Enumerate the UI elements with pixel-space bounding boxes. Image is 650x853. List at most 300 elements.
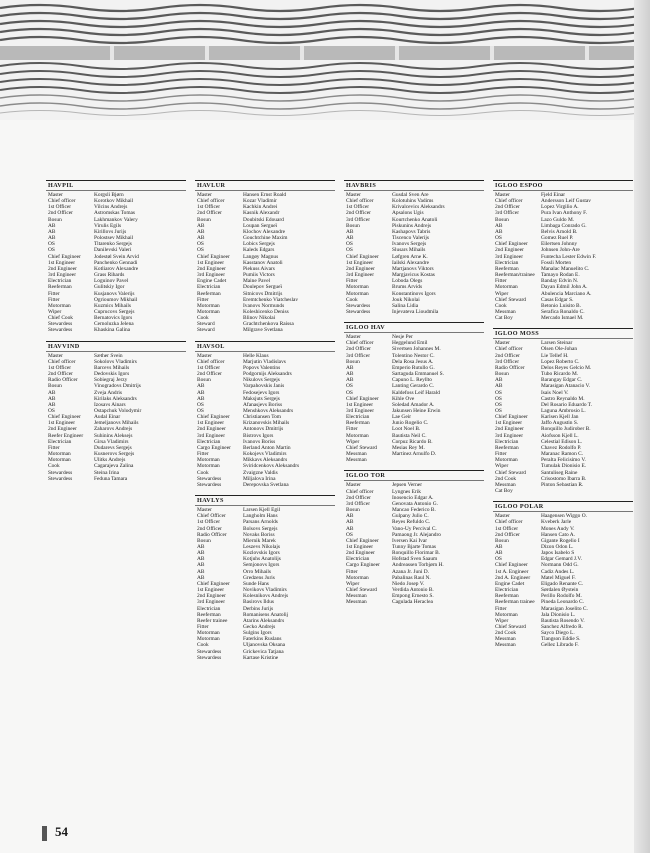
ship-crew-list: [344, 470, 484, 605]
crew-name: Dudarevs Sergejs: [94, 444, 132, 451]
crew-name: Berland Anton Martin: [243, 444, 291, 451]
crew-role: Chief Engineer: [197, 580, 230, 587]
crew-role: OS: [495, 235, 502, 242]
ship-name-heading: HAVLUR: [195, 180, 335, 191]
crew-role: OS: [48, 241, 55, 248]
crew-role: Chief Engineer: [48, 414, 81, 421]
crew-name: Matel Miguel F.: [541, 574, 576, 581]
crew-role: Reeferman: [197, 290, 221, 297]
crew-name: Ronquillo Judirober B.: [541, 426, 591, 433]
crew-role: AB: [346, 371, 354, 378]
crew-role: AB: [495, 377, 503, 384]
crew-name: Chavez Rodolfo P.: [541, 444, 582, 451]
ship-crew-list: [46, 341, 186, 482]
crew-name: Nikulovs Sergejs: [243, 377, 280, 384]
crew-name: Kirillovs Jurijs: [94, 228, 127, 235]
crew-name: Novikovs Vladimirs: [243, 587, 287, 594]
crew-role: OS: [197, 241, 204, 248]
crew-name: Derepovska Svetlana: [243, 481, 289, 488]
crew-name: Løfgren Arne K.: [392, 253, 428, 260]
crew-role: AB: [197, 543, 205, 550]
crew-name: Ivanovs Normunds: [243, 302, 285, 309]
crew-role: 2nd Officer: [495, 352, 520, 359]
crew-role: 3rd Officer: [346, 216, 370, 223]
crew-name: Kozar Vladimir: [243, 198, 277, 205]
crew-role: AB: [346, 377, 354, 384]
crew-role: OS: [495, 556, 502, 563]
crew-role: Chief Officer: [197, 513, 226, 520]
crew-role: Chief Steward: [495, 624, 526, 630]
crew-role: Cook: [495, 302, 507, 309]
crew-role: Chief officer: [197, 198, 225, 205]
crew-name: Lae Geir: [392, 414, 412, 421]
page-binding-edge: [634, 0, 650, 853]
crew-role: 2nd Officer: [495, 204, 520, 211]
crew-name: Heggelund Emil: [392, 340, 428, 347]
crew-name: Kachkin Andrei: [243, 204, 278, 211]
crew-name: Isais Noel V.: [541, 389, 569, 396]
crew-name: Danilevski Valeri: [94, 247, 132, 254]
crew-name: Andreassen Torbjørn H.: [392, 562, 444, 569]
crew-role: AB: [495, 550, 503, 557]
crew-role: 3rd Engineer: [346, 272, 374, 279]
ship-crew-list: [195, 341, 335, 488]
crew-name: Grickevica Tatjana: [243, 648, 284, 655]
crew-name: Peralta Felicisimo V.: [541, 457, 586, 464]
crew-name: Lakhmankov Valery: [94, 216, 138, 223]
crew-name: Milgrave Svetlana: [243, 327, 283, 334]
crew-role: Fitter: [197, 451, 209, 458]
crew-name: Vinogradovs Dmitrijs: [94, 383, 141, 390]
crew-role: AB: [197, 389, 205, 396]
crew-role: Motorman: [48, 457, 71, 464]
crew-role: Stewardess: [197, 648, 222, 655]
crew-role: Fitter: [495, 605, 507, 612]
crew-role: Motorman: [346, 574, 369, 581]
crew-name: Gulitskiy Igor: [94, 284, 125, 291]
crew-name: Kirilaks Aleksandrs: [94, 395, 137, 402]
crew-name: Jala Dionisio L.: [541, 611, 576, 618]
crew-role: Messman: [495, 636, 516, 643]
crew-role: Motorman: [495, 284, 518, 291]
crew-name: Cagulada Heraclea: [392, 599, 433, 606]
crew-role: Bosun: [495, 371, 509, 378]
crew-role: Cargo Engineer: [197, 444, 231, 451]
crew-name: Gusdal Sven Are: [392, 192, 429, 198]
crew-name: Sobiegraj Jerzy: [94, 377, 128, 384]
crew-name: Empong Ernesto S.: [392, 593, 434, 600]
ship-name-heading: HAVBRIS: [344, 180, 484, 191]
crew-role: 2nd Engineer: [48, 265, 77, 272]
crew-name: Miernik Marek: [243, 537, 276, 544]
crew-name: Barangay Edgar C.: [541, 377, 583, 384]
ship-crew-list: [195, 180, 335, 334]
crew-role: Bosun: [346, 507, 360, 514]
ship-crew-list: [195, 495, 335, 661]
crew-table: [344, 334, 484, 463]
crew-role: 2nd Engineer: [197, 593, 226, 600]
crew-name: Jepsen Verner: [392, 482, 422, 489]
crew-name: Gecko Andrejs: [243, 624, 276, 630]
crew-name: [541, 488, 633, 494]
crew-name: Titarenko Sergejs: [94, 241, 132, 248]
crew-role: Electrician: [197, 605, 221, 612]
crew-name: Olsen Ole-Johan: [541, 346, 578, 353]
crew-name: Loupan Sergueï: [243, 222, 278, 229]
crew-name: Izosavs Ainars: [94, 401, 126, 408]
crew-name: Celestial Edison L.: [541, 438, 583, 445]
crew-role: Bosun: [495, 537, 509, 544]
crew-name: Vilcins Andrejs: [94, 204, 128, 211]
crew-role: Messman: [495, 642, 516, 649]
crew-name: Corpuz Ricardo B.: [392, 438, 433, 445]
crew-role: Fitter: [346, 568, 358, 575]
crew-role: Cook: [197, 642, 209, 649]
crew-name: Cuprucovs Sergejs: [94, 308, 135, 315]
crew-role: OS: [346, 531, 353, 538]
crew-name: Sulgins Igors: [243, 630, 272, 637]
crew-role: Bosun: [48, 383, 62, 390]
ship-crew-list: [46, 180, 186, 334]
crew-role: Electrician: [495, 438, 519, 445]
crew-name: Helle Klaus: [243, 352, 269, 359]
crew-role: 1st Officer: [197, 204, 221, 211]
crew-name: Tiscenco Valerijs: [392, 235, 429, 242]
crew-role: Chief Engineer: [495, 562, 528, 569]
crew-name: Emperio Rutullo G.: [392, 364, 435, 371]
ship-name-heading: IGLOO ESPOO: [493, 180, 633, 191]
crew-role: Electrician: [495, 587, 519, 594]
crew-name: Crisostomo Ibarra B.: [541, 475, 587, 482]
column-3: [344, 180, 484, 613]
ship-name-heading: IGLOO TOR: [344, 470, 484, 481]
crew-name: Pamaong Jr. Alejandro: [392, 531, 441, 538]
crew-role: AB: [197, 574, 205, 581]
crew-role: 2nd Cook: [495, 630, 517, 637]
crew-role: OS: [197, 401, 204, 408]
crew-role: 2nd Engineer: [197, 426, 226, 433]
ship-name-heading: IGLOO POLAR: [493, 501, 633, 512]
crew-name: Marjutin Vladislavs: [243, 358, 286, 365]
crew-role: Chief officer: [495, 519, 523, 526]
crew-role: Electrician: [346, 414, 370, 421]
crew-row: [46, 327, 186, 333]
crew-name: Sartaguda Emmanuel S.: [392, 371, 444, 378]
crew-role: Bosun: [197, 216, 211, 223]
crew-role: Master: [495, 192, 510, 198]
crew-name: Piskunins Andrejs: [392, 222, 432, 229]
crew-role: Fitter: [495, 451, 507, 458]
crew-role: OS: [197, 408, 204, 414]
crew-name: Semjonovs Igors: [243, 562, 280, 569]
crew-role: Electrician: [197, 438, 221, 445]
crew-name: Inosencio Edgar A.: [392, 494, 434, 501]
crew-role: OS: [346, 389, 353, 396]
crew-name: Faterkins Ruslans: [243, 636, 282, 643]
crew-role: Motorman: [346, 290, 369, 297]
crew-name: Antonovs Dmitrijs: [243, 426, 284, 433]
crew-role: Master: [197, 192, 212, 198]
ship-name-heading: IGLOO HAV: [344, 322, 484, 333]
crew-name: Audal Einar: [94, 414, 121, 421]
crew-name: Blinov Nikolai: [243, 315, 276, 322]
crew-name: [392, 457, 484, 463]
crew-role: Reeferman: [495, 593, 519, 600]
crew-role: Chief Steward: [495, 296, 526, 303]
crew-name: Casas Edgar S.: [541, 296, 574, 303]
page-footer: [30, 823, 70, 843]
crew-name: Kaldefoss Leif Harald: [392, 389, 440, 396]
crew-name: Tolentino Nestor C.: [392, 352, 435, 359]
crew-name: Pumiis Victors: [243, 272, 275, 279]
crew-name: Dayan Edmil John A.: [541, 284, 588, 291]
crew-role: 2nd Engineer: [197, 265, 226, 272]
crew-role: Chief officer: [197, 358, 225, 365]
crew-name: Uljanovska Oksana: [243, 642, 286, 649]
crew-role: 1st Officer: [197, 519, 221, 526]
crew-name: Jaffo Augustin S.: [541, 420, 579, 427]
crew-name: Tunny Bjarte Tomas: [392, 543, 436, 550]
crew-role: 2nd Engineer: [495, 247, 524, 254]
crew-name: Lazo Guldo M.: [541, 216, 575, 223]
crew-role: AB: [346, 364, 354, 371]
crew-role: OS: [197, 247, 204, 254]
crew-role: OS: [346, 241, 353, 248]
crew-name: Banday Edvin N.: [541, 278, 579, 285]
crew-name: Andersson Leif Gustav: [541, 198, 592, 205]
crew-role: 2nd A. Engineer: [495, 574, 531, 581]
crew-name: Pura Ivan Anthony F.: [541, 210, 587, 217]
crew-role: Wiper: [346, 438, 360, 445]
crew-name: Derbins Jurijs: [243, 605, 274, 612]
crew-name: Injevateva Lioudmila: [392, 308, 439, 315]
ship-name-heading: HAVVIND: [46, 341, 186, 352]
crew-name: Kolotuhins Vadims: [392, 198, 434, 205]
crew-name: Fossli Morten: [541, 259, 572, 266]
crew-name: Novaks Boriss: [243, 531, 275, 538]
crew-name: Krizanovskis Mihails: [243, 420, 290, 427]
crew-role: Cook: [346, 296, 358, 303]
crew-role: 1st Engineer: [346, 259, 374, 266]
crew-role: 3rd Officer: [495, 210, 519, 217]
crew-name: Slusars Mihails: [392, 247, 426, 254]
crew-name: Ivanovs Boriss: [243, 438, 276, 445]
ship-crew-list: [344, 322, 484, 463]
crew-name: Gulpany Julio C.: [392, 513, 429, 520]
crew-role: Master: [346, 482, 361, 489]
crew-name: Mikkavs Aleksandrs: [243, 457, 288, 464]
crew-name: Zaharovs Andrejs: [94, 426, 133, 433]
crew-name: Virulis Egils: [94, 222, 122, 229]
crew-role: 2nd Officer: [197, 210, 222, 217]
crew-name: Polostsev Mikhail: [94, 235, 134, 242]
crew-name: Kartase Kristine: [243, 654, 279, 661]
crew-name: Dela Rosa Jesus A.: [392, 358, 434, 365]
crew-name: Atarins Aleksandrs: [243, 617, 285, 624]
crew-role: Motorman: [197, 308, 220, 315]
crew-name: Loguinov Pavel: [94, 278, 129, 285]
crew-name: Karlsen Kjell Jan: [541, 414, 579, 421]
crew-role: Radio Officer: [197, 531, 227, 538]
crew-name: Zveja Andris: [94, 389, 122, 396]
crew-name: Lie Tellef H.: [541, 352, 569, 359]
crew-role: OS: [346, 247, 353, 254]
crew-role: OS: [48, 247, 55, 254]
crew-name: Tubo Ricardo M.: [541, 371, 579, 378]
crew-name: Tumulak Dionisio E.: [541, 463, 587, 470]
crew-name: Gouchtchine Maxim: [243, 235, 288, 242]
crew-role: Reeferman/trainee: [495, 272, 535, 279]
crew-name: Pineda Leonardo C.: [541, 599, 584, 606]
crew-role: Messman: [346, 599, 367, 606]
crew-role: Bosun: [346, 358, 360, 365]
crew-name: Klochov Alexandre: [243, 228, 286, 235]
crew-name: Ivanovs Sergejs: [392, 241, 427, 248]
crew-role: Chief Engineer: [495, 414, 528, 421]
crew-role: 1st Officer: [48, 364, 72, 371]
crew-role: 1st Engineer: [495, 420, 523, 427]
crew-role: AB: [197, 556, 205, 563]
crew-role: 3rd Engineer: [197, 272, 225, 279]
crew-role: 3rd Engineer: [495, 432, 523, 439]
crew-role: Fitter: [346, 278, 358, 285]
crew-role: Reefer Engineer: [48, 432, 84, 439]
crew-name: Lopez Virgilio A.: [541, 204, 579, 211]
crew-role: 1st Officer: [346, 204, 370, 211]
crew-name: Pabalinas Raul N.: [392, 574, 431, 581]
crew-name: Jakunsen Heine Erwin: [392, 408, 441, 414]
crew-name: Podgornijs Aleksandrs: [243, 371, 292, 378]
crew-role: Messman: [495, 308, 516, 315]
crew-role: Radio Officer: [495, 364, 525, 371]
crew-role: 3rd Engineer: [48, 272, 76, 279]
ship-crew-list: [493, 501, 633, 648]
crew-name: Langholm Hans: [243, 513, 278, 520]
crew-name: Kotjuhs Anatolijs: [243, 556, 281, 563]
crew-name: Feduna Tamara: [94, 475, 128, 482]
crew-role: Cargo Engineer: [346, 562, 380, 569]
crew-name: Krivalcevics Aleksandrs: [392, 204, 445, 211]
crew-name: Cernoluzka Jelena: [94, 321, 134, 328]
crew-role: Reeferman: [197, 611, 221, 618]
crew-name: Lyngnes Erik: [392, 488, 421, 495]
crew-role: Motorman: [197, 457, 220, 464]
crew-name: Girsa Vladimirs: [94, 438, 129, 445]
crew-name: Apsalons Ugis: [392, 210, 424, 217]
crew-name: Sviridcenkovs Aleksandrs: [243, 463, 300, 470]
crew-role: Stewardess: [48, 469, 73, 476]
ship-name-heading: HAVLYS: [195, 495, 335, 506]
crew-name: Marasigan Joselito C.: [541, 605, 588, 612]
crew-role: 1st Engineer: [197, 420, 225, 427]
crew-name: Laguna Ambrosio L.: [541, 408, 586, 414]
crew-name: Lobics Sergejs: [243, 241, 275, 248]
crew-role: Stewardess: [48, 321, 73, 328]
crew-role: Master: [346, 192, 361, 198]
crew-name: Langøy Magnus: [243, 253, 279, 260]
crew-name: Sitnicovs Dmitrijs: [243, 290, 283, 297]
crew-name: Kasstanov Anatoli: [243, 259, 283, 266]
crew-name: Soledad Amador A.: [392, 401, 435, 408]
crew-table: [493, 192, 633, 321]
crew-role: Chief Engineer: [346, 395, 379, 402]
crew-name: Grachtchenkova Raissa: [243, 321, 294, 328]
crew-role: AB: [495, 222, 503, 229]
crew-name: Hansen Cato A.: [541, 531, 575, 538]
ship-name-heading: HAVPIL: [46, 180, 186, 191]
crew-role: AB: [197, 568, 205, 575]
crew-name: Sørdalen Øystein: [541, 587, 579, 594]
crew-name: Sæther Svein: [94, 352, 123, 359]
crew-name: Tamayo Rodan E.: [541, 272, 580, 279]
crew-role: AB: [197, 228, 205, 235]
crew-name: Jemeljanovs Mihails: [94, 420, 139, 427]
crew-name: Konstantinovs Igors: [392, 290, 436, 297]
crew-name: Romanisens Anatolij: [243, 611, 289, 618]
crew-role: 3rd Engineer: [495, 253, 523, 260]
crew-role: OS: [495, 395, 502, 402]
crew-name: Zvaigzne Valdis: [243, 469, 278, 476]
crew-role: Wiper: [48, 308, 62, 315]
crew-role: AB: [346, 228, 354, 235]
crew-role: Chief officer: [346, 488, 374, 495]
crew-role: Motorman: [197, 302, 220, 309]
crew-role: Electrician: [48, 278, 72, 285]
crew-name: Hansen Ernst Roald: [243, 192, 287, 198]
crew-role: 2nd Engineer: [48, 426, 77, 433]
crew-name: Nesje Per: [392, 334, 413, 341]
crew-role: 1st Engineer: [197, 587, 225, 594]
crew-role: Electrician: [197, 284, 221, 291]
crew-name: Kotliarov Alexandre: [94, 265, 139, 272]
crew-table: [46, 192, 186, 334]
crew-role: Chief Engineer: [197, 253, 230, 260]
crew-role: Stewardess: [48, 475, 73, 482]
crew-name: Kozlovskis Igors: [243, 550, 280, 557]
crew-name: Gredzens Juris: [243, 574, 275, 581]
crew-role: 2nd Engineer: [346, 550, 375, 557]
crew-name: Panchenko Gennadi: [94, 259, 138, 266]
crew-role: AB: [197, 395, 205, 402]
crew-role: Cook: [197, 315, 209, 322]
crew-role: Electrician: [346, 556, 370, 563]
crew-role: Reeferman: [48, 284, 72, 291]
crew-role: AB: [197, 550, 205, 557]
crew-role: Wiper: [495, 290, 509, 297]
crew-role: Fitter: [48, 444, 60, 451]
crew-role: Chief officer: [48, 358, 76, 365]
crew-name: Cadiz Andes L.: [541, 568, 575, 575]
crew-role: AB: [197, 235, 205, 242]
page-number: 54: [55, 824, 68, 839]
crew-role: 3rd Officer: [346, 352, 370, 359]
crew-role: Master: [495, 340, 510, 347]
crew-role: 3rd Officer: [495, 358, 519, 365]
crew-table: [195, 507, 335, 661]
crew-name: Bolsovs Sergejs: [243, 525, 278, 532]
crew-role: Steward: [197, 327, 215, 334]
crew-row: [493, 488, 633, 494]
crew-role: Fitter: [197, 296, 209, 303]
crew-name: Martinez Arnulfo D.: [392, 451, 437, 458]
crew-role: Chief Engineer: [197, 414, 230, 421]
crew-role: Wiper: [495, 617, 509, 624]
crew-role: Messman: [346, 457, 367, 464]
crew-role: AB: [48, 389, 56, 396]
crew-name: Manalac Manuelito C.: [541, 265, 590, 272]
crew-name: Margjavicus Kostas: [392, 272, 435, 279]
crew-name: Bistrovs Igors: [243, 432, 274, 439]
